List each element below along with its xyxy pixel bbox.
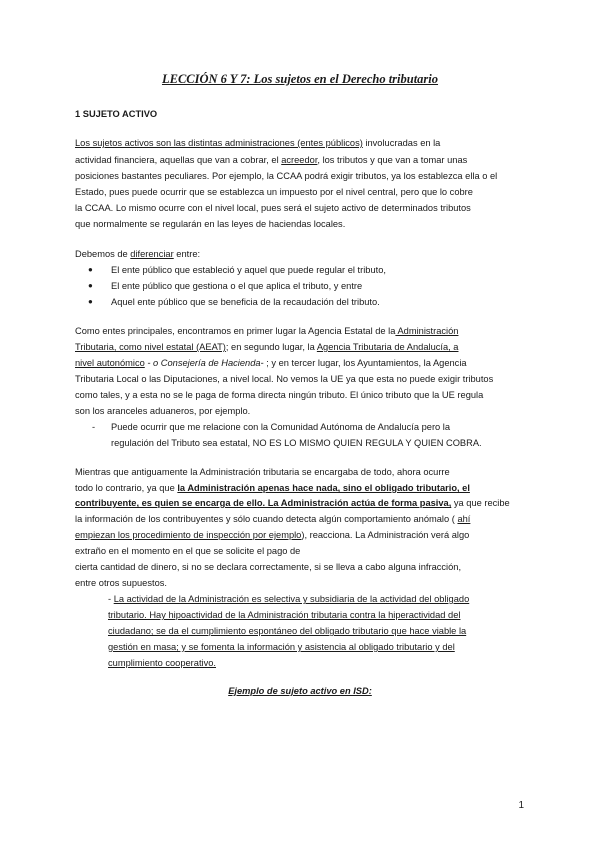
paragraph-4-line-6: extraño en el momento en el que se solicite el pago de <box>75 546 301 556</box>
document-title: LECCIÓN 6 Y 7: Los sujetos en el Derecho tributario <box>161 72 439 86</box>
bullet-icon: ● <box>88 265 93 274</box>
paragraph-3-line-2 <box>75 341 458 353</box>
paragraph-3-line-6: son los aranceles aduaneros, por ejemplo. <box>75 406 251 416</box>
sub-item-line-1 <box>108 593 469 605</box>
text-span: ; en segundo lugar, la <box>225 342 317 352</box>
text-span: ), reacciona. La Administración verá algo <box>301 530 470 540</box>
paragraph-1-line-4: Estado, pues puede ocurrir que se establezca un impuesto por el nivel central, pero que lo cobre <box>75 187 473 197</box>
underlined-text: diferenciar <box>130 249 174 259</box>
underlined-text: acreedor <box>281 155 318 165</box>
paragraph-1-line-6: que normalmente se regularán en las leyes de haciendas locales. <box>75 219 346 229</box>
sub-item-line-2: tributario. Hay hipoactividad de la Administración tributaria contra la hiperactividad del <box>108 610 461 620</box>
page-number: 1 <box>518 800 524 811</box>
section-heading: 1 SUJETO ACTIVO <box>75 109 158 119</box>
paragraph-4-line-2 <box>75 482 470 494</box>
bullet-item-3: Aquel ente público que se beneficia de la recaudación del tributo. <box>111 297 380 307</box>
underlined-text: La actividad de la Administración es selectiva y subsidiaria de la actividad del obligado <box>113 594 470 604</box>
underlined-text: ahí <box>457 514 471 524</box>
paragraph-1-line-1 <box>75 137 440 149</box>
dash-marker: - <box>92 422 96 432</box>
text-span: involucradas en la <box>362 138 441 148</box>
bullet-icon: ● <box>88 297 93 306</box>
bullet-item-2: El ente público que gestiona o el que aplica el tributo, y entre <box>111 281 363 291</box>
paragraph-3-line-5: como tales, y a esta no se le paga de forma directa ningún tributo. El único tributo que la UE regula <box>75 390 484 400</box>
paragraph-2-intro <box>75 248 200 260</box>
paragraph-4-line-5 <box>75 529 469 541</box>
sub-item-line-5: cumplimiento cooperativo. <box>108 658 216 668</box>
text-span: Como entes principales, encontramos en primer lugar la Agencia Estatal de la <box>75 326 396 336</box>
sub-item-line-3: ciudadano; se da el cumplimiento espontáneo del obligado tributario que hace viable la <box>108 626 467 636</box>
paragraph-4-line-8: entre otros supuestos. <box>75 578 167 588</box>
text-span: ya que recibe <box>451 498 510 508</box>
paragraph-1-line-2 <box>75 154 467 166</box>
italic-text: - o Consejería de Hacienda- <box>144 358 264 368</box>
dash-item-line-2: regulación del Tributo sea estatal, NO ES LO MISMO QUIEN REGULA Y QUIEN COBRA. <box>111 438 482 448</box>
text-span: entre: <box>173 249 201 259</box>
bold-underlined-text: contribuyente, es quien se encarga de ello. La Administración actúa de forma pasiva, <box>75 498 452 508</box>
paragraph-4-line-7: cierta cantidad de dinero, si no se declara correctamente, si se lleva a cabo alguna infracción, <box>75 562 462 572</box>
underlined-text: Agencia Tributaria de Andalucía, a <box>316 342 459 352</box>
underlined-text: Los sujetos activos son las distintas administraciones (entes públicos) <box>75 138 363 148</box>
dash-item-line-1: Puede ocurrir que me relacione con la Comunidad Autónoma de Andalucía pero la <box>111 422 451 432</box>
bullet-item-1: El ente público que estableció y aquel que puede regular el tributo, <box>111 265 386 275</box>
text-span: , los tributos y que van a tomar unas <box>317 155 468 165</box>
underlined-text: Tributaria, como nivel estatal (AEAT) <box>75 342 226 352</box>
text-span: Debemos de <box>75 249 131 259</box>
paragraph-4-line-1: Mientras que antiguamente la Administración tributaria se encargaba de todo, ahora ocurre <box>75 467 450 477</box>
bullet-icon: ● <box>88 281 93 290</box>
text-span: todo lo contrario, ya que <box>75 483 178 493</box>
text-span: - <box>108 594 114 604</box>
paragraph-3-line-3 <box>75 357 467 369</box>
text-span: actividad financiera, aquellas que van a cobrar, el <box>75 155 282 165</box>
bold-underlined-text: la Administración apenas hace nada, sino el obligado tributario, el <box>177 483 470 493</box>
paragraph-1-line-3: posiciones bastantes peculiares. Por ejemplo, la CCAA podrá exigir tributos, ya los establezca ella o el <box>75 171 498 181</box>
underlined-text: Administración <box>395 326 459 336</box>
example-heading: Ejemplo de sujeto activo en ISD: <box>228 686 372 696</box>
paragraph-1-line-5: la CCAA. Lo mismo ocurre con el nivel local, pues será el sujeto activo de determinados tributos <box>75 203 471 213</box>
paragraph-4-line-4 <box>75 513 470 525</box>
paragraph-4-line-3 <box>75 497 510 509</box>
paragraph-3-line-1 <box>75 325 458 337</box>
text-span: ; y en tercer lugar, los Ayuntamientos, la Agencia <box>263 358 467 368</box>
underlined-text: nivel autonómico <box>75 358 145 368</box>
sub-item-line-4: gestión en masa; y se fomenta la información y asistencia al obligado tributario y del <box>108 642 455 652</box>
text-span: la información de los contribuyentes y sólo cuando detecta algún comportamiento anómalo ( <box>75 514 458 524</box>
underlined-text: empiezan los procedimiento de inspección por ejemplo <box>75 530 302 540</box>
paragraph-3-line-4: Tributaria Local o las Diputaciones, a nivel local. No vemos la UE ya que esta no puede exigir tributos <box>75 374 494 384</box>
